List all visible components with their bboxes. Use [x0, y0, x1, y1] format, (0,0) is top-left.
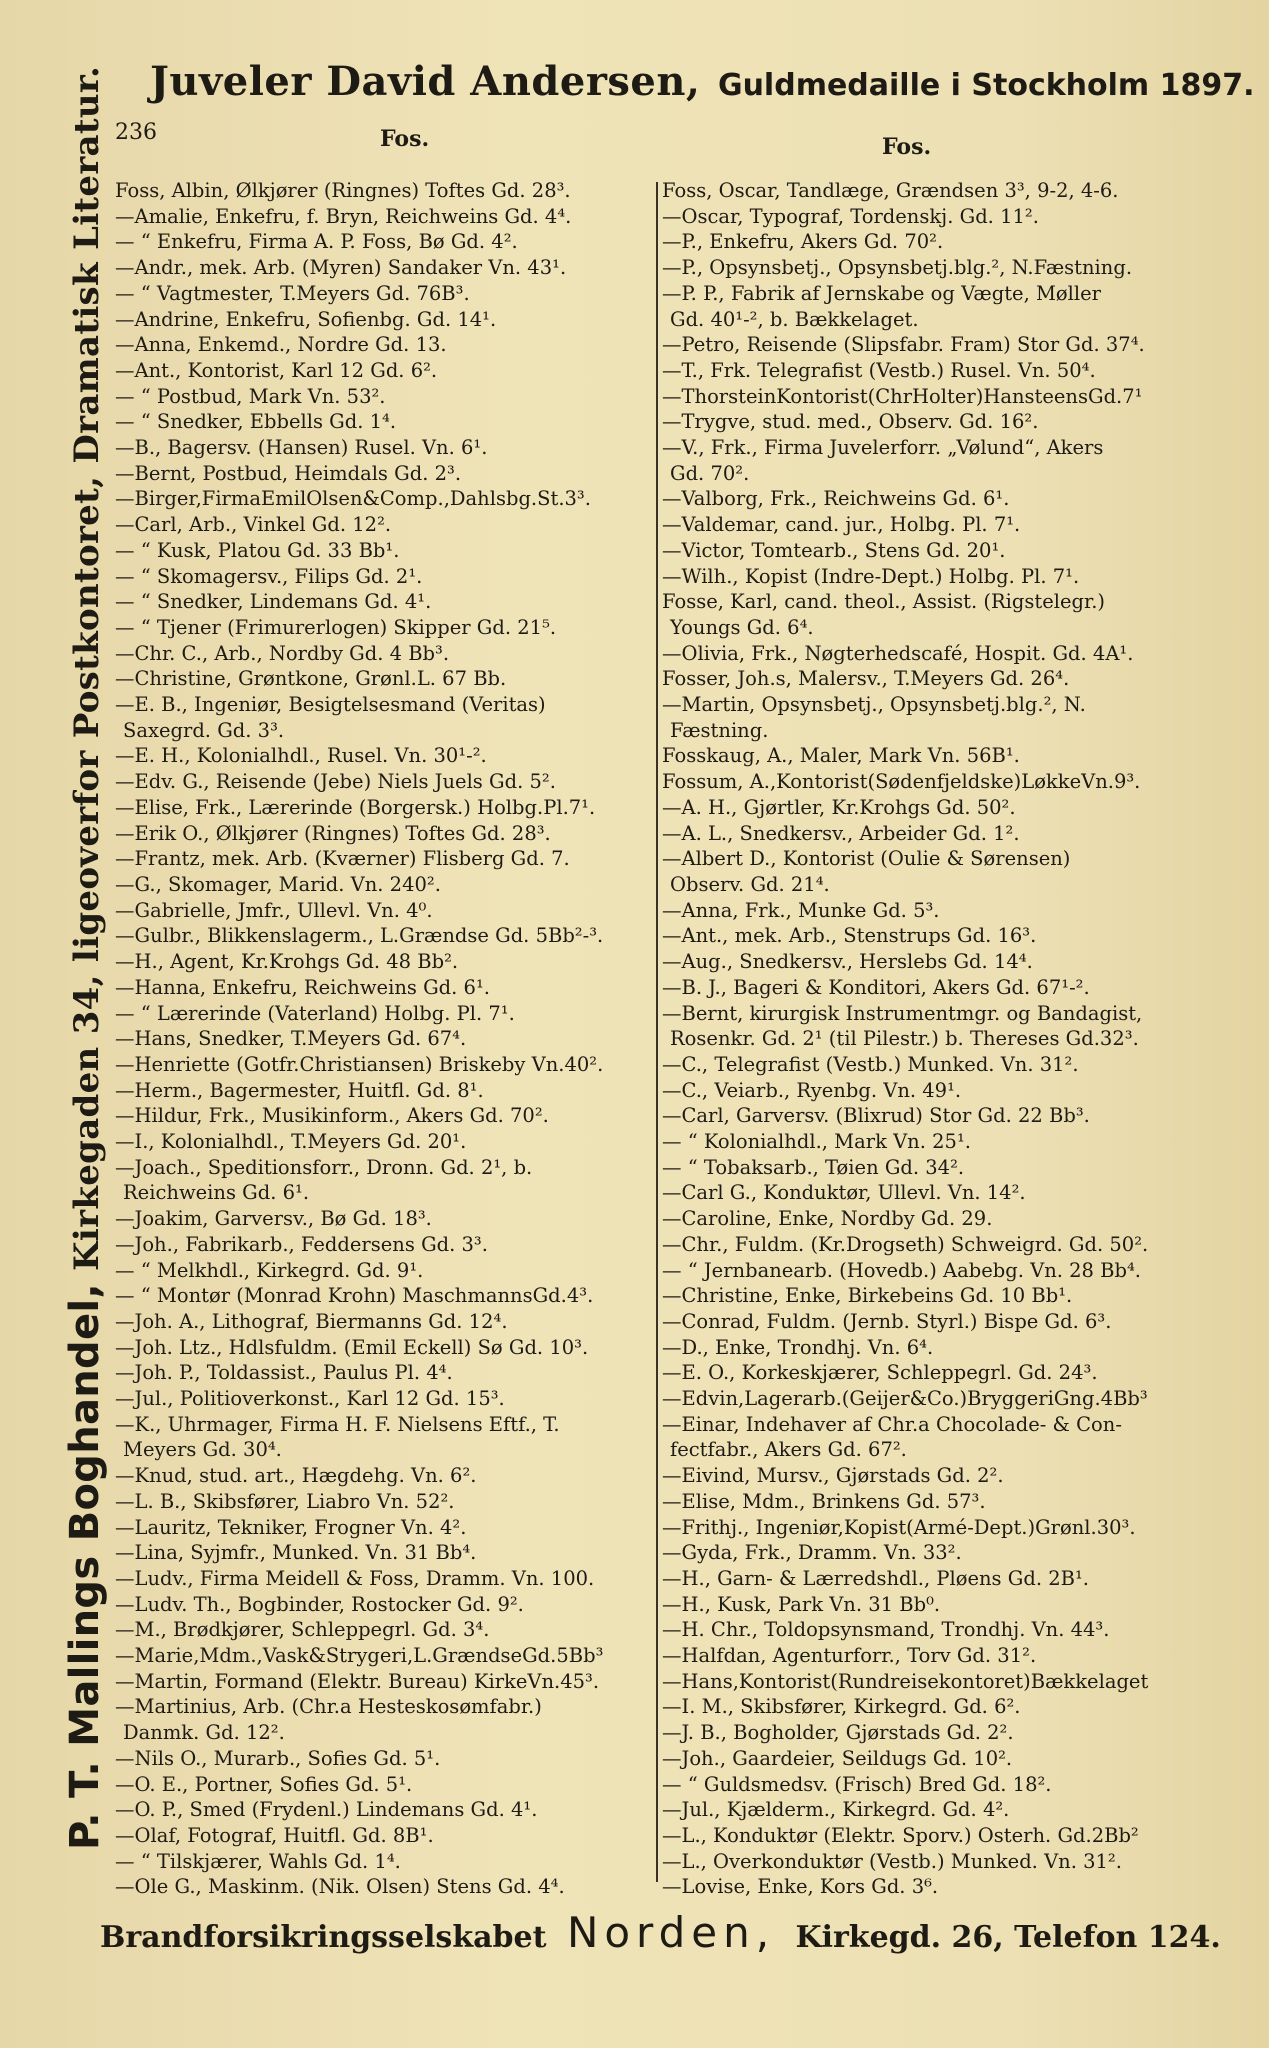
directory-entry: —M., Brødkjører, Schleppegrl. Gd. 3⁴.: [115, 1618, 490, 1642]
directory-entry: —B., Bagersv. (Hansen) Rusel. Vn. 6¹.: [115, 436, 488, 460]
directory-entry: —Erik O., Ølkjører (Ringnes) Toftes Gd. 28³.: [115, 821, 551, 845]
directory-entry: — “ Melkhdl., Kirkegrd. Gd. 9¹.: [115, 1258, 424, 1282]
directory-entry: —Valborg, Frk., Reichweins Gd. 6¹.: [662, 487, 1010, 511]
directory-entry: —Hans, Snedker, T.Meyers Gd. 67⁴.: [115, 1027, 467, 1051]
directory-entry: —Knud, stud. art., Hægdehg. Vn. 6².: [115, 1464, 477, 1488]
directory-entry: —H., Agent, Kr.Krohgs Gd. 48 Bb².: [115, 950, 459, 974]
directory-entry: —Hildur, Frk., Musikinform., Akers Gd. 70².: [115, 1104, 549, 1128]
directory-entry: — “ Snedker, Lindemans Gd. 4¹.: [115, 590, 432, 614]
directory-entry: —Petro, Reisende (Slipsfabr. Fram) Stor Gd. 37⁴.: [662, 333, 1145, 357]
directory-entry: fectfabr., Akers Gd. 67².: [670, 1438, 907, 1462]
directory-entry: —Ludv. Th., Bogbinder, Rostocker Gd. 9².: [115, 1592, 524, 1616]
footer-company-name: Norden,: [566, 1908, 776, 1957]
directory-entry: —O. E., Portner, Sofies Gd. 5¹.: [115, 1772, 413, 1796]
side-ad-address: Kirkegaden 34, ligeoverfor Postkontoret, Dramatisk Literatur.: [67, 65, 107, 1271]
directory-entry: Reichweins Gd. 6¹.: [123, 1181, 310, 1205]
directory-entry: —Nils O., Murarb., Sofies Gd. 5¹.: [115, 1746, 441, 1770]
directory-entry: Gd. 70².: [670, 461, 750, 485]
directory-entry: —Joach., Speditionsforr., Dronn. Gd. 2¹, b.: [115, 1155, 533, 1179]
directory-entry: —H. Chr., Toldopsynsmand, Trondhj. Vn. 44³.: [662, 1618, 1110, 1642]
directory-entry: Foss, Oscar, Tandlæge, Grændsen 3³, 9-2, 4-6.: [662, 179, 1119, 202]
directory-entry: —Gulbr., Blikkenslagerm., L.Grændse Gd. 5Bb²-³.: [115, 924, 604, 948]
directory-entry: — “ Kusk, Platou Gd. 33 Bb¹.: [115, 538, 400, 562]
directory-entry: —A. L., Snedkersv., Arbeider Gd. 1².: [662, 821, 1020, 845]
directory-entry: —Elise, Mdm., Brinkens Gd. 57³.: [662, 1489, 986, 1513]
directory-entry: — “ Montør (Monrad Krohn) MaschmannsGd.4³.: [115, 1284, 594, 1308]
directory-entry: —Christine, Enke, Birkebeins Gd. 10 Bb¹.: [662, 1284, 1073, 1308]
left-column-entries: [115, 178, 655, 1900]
directory-entry: —Carl, Arb., Vinkel Gd. 12².: [115, 513, 392, 537]
directory-entry: —Ant., Kontorist, Karl 12 Gd. 6².: [115, 358, 438, 382]
directory-entry: —P. P., Fabrik af Jernskabe og Vægte, Møller: [662, 281, 1102, 305]
directory-entry: —Aug., Snedkersv., Herslebs Gd. 14⁴.: [662, 950, 1033, 974]
directory-entry: Fosskaug, A., Maler, Mark Vn. 56B¹.: [662, 744, 1020, 768]
directory-entry: —Joh. P., Toldassist., Paulus Pl. 4⁴.: [115, 1361, 453, 1385]
directory-entry: —E. O., Korkeskjærer, Schleppegrl. Gd. 24³.: [662, 1361, 1098, 1385]
directory-entry: —A. H., Gjørtler, Kr.Krohgs Gd. 50².: [662, 795, 1016, 819]
directory-entry: —Frithj., Ingeniør,Kopist(Armé-Dept.)Grønl.30³.: [662, 1515, 1136, 1539]
bottom-advertisement: [100, 1908, 1220, 1957]
directory-entry: —I., Kolonialhdl., T.Meyers Gd. 20¹.: [115, 1130, 467, 1154]
right-column-entries: [662, 178, 1187, 1900]
directory-entry: —E. H., Kolonialhdl., Rusel. Vn. 30¹-².: [115, 744, 487, 768]
directory-entry: — “ Jernbanearb. (Hovedb.) Aabebg. Vn. 28 Bb⁴.: [662, 1258, 1141, 1282]
directory-entry: —C., Veiarb., Ryenbg. Vn. 49¹.: [662, 1078, 962, 1102]
directory-entry: Fæstning.: [670, 718, 769, 742]
directory-entry: —Victor, Tomtearb., Stens Gd. 20¹.: [662, 538, 1006, 562]
directory-entry: —T., Frk. Telegrafist (Vestb.) Rusel. Vn. 50⁴.: [662, 358, 1096, 382]
directory-entry: —C., Telegrafist (Vestb.) Munked. Vn. 31².: [662, 1052, 1079, 1076]
page-number: 236: [115, 120, 157, 145]
directory-entry: —K., Uhrmager, Firma H. F. Nielsens Eftf., T.: [115, 1412, 560, 1436]
directory-entry: —H., Garn- & Lærredshdl., Pløens Gd. 2B¹.: [662, 1566, 1089, 1590]
directory-entry: —Andrine, Enkefru, Sofienbg. Gd. 14¹.: [115, 307, 497, 331]
directory-entry: —Joh. Ltz., Hdlsfuldm. (Emil Eckell) Sø Gd. 10³.: [115, 1335, 589, 1359]
directory-entry: —Birger,FirmaEmilOlsen&Comp.,Dahlsbg.St.3³.: [115, 487, 591, 511]
directory-entry: —Hans,Kontorist(Rundreisekontoret)Bækkelaget: [662, 1669, 1149, 1693]
directory-entry: —P., Opsynsbetj., Opsynsbetj.blg.², N.Fæstning.: [662, 256, 1133, 280]
directory-entry: —P., Enkefru, Akers Gd. 70².: [662, 230, 944, 254]
directory-entry: — “ Snedker, Ebbells Gd. 1⁴.: [115, 410, 397, 434]
directory-entry: — “ Guldsmedsv. (Frisch) Bred Gd. 18².: [662, 1772, 1052, 1796]
directory-entry: —G., Skomager, Marid. Vn. 240².: [115, 872, 441, 896]
top-advertisement: [150, 58, 1255, 105]
directory-entry: —Wilh., Kopist (Indre-Dept.) Holbg. Pl. 7¹.: [662, 564, 1080, 588]
directory-entry: —Olaf, Fotograf, Huitfl. Gd. 8B¹.: [115, 1824, 434, 1847]
directory-entry: — “ Tilskjærer, Wahls Gd. 1⁴.: [115, 1849, 401, 1873]
directory-entry: —Conrad, Fuldm. (Jernb. Styrl.) Bispe Gd. 6³.: [662, 1309, 1112, 1333]
directory-entry: —Bernt, kirurgisk Instrumentmgr. og Bandagist,: [662, 1001, 1143, 1025]
running-head-right: Fos.: [882, 134, 932, 160]
directory-entry: —Lauritz, Tekniker, Frogner Vn. 4².: [115, 1515, 467, 1539]
directory-entry: —Lina, Syjmfr., Munked. Vn. 31 Bb⁴.: [115, 1541, 477, 1565]
directory-entry: —Einar, Indehaver af Chr.a Chocolade- & Con-: [662, 1412, 1122, 1436]
directory-entry: —Henriette (Gotfr.Christiansen) Briskeby Vn.40².: [115, 1052, 604, 1076]
directory-entry: —L. B., Skibsfører, Liabro Vn. 52².: [115, 1489, 455, 1513]
directory-entry: —Martin, Formand (Elektr. Bureau) KirkeVn.45³.: [115, 1669, 600, 1693]
directory-entry: —Amalie, Enkefru, f. Bryn, Reichweins Gd. 4⁴.: [115, 204, 572, 228]
directory-entry: —Christine, Grøntkone, Grønl.L. 67 Bb.: [115, 667, 507, 691]
directory-entry: —Martinius, Arb. (Chr.a Hesteskosømfabr.): [115, 1695, 542, 1719]
directory-entry: —Oscar, Typograf, Tordenskj. Gd. 11².: [662, 204, 1039, 228]
directory-entry: — “ Postbud, Mark Vn. 53².: [115, 384, 386, 408]
directory-entry: —Herm., Bagermester, Huitfl. Gd. 8¹.: [115, 1078, 484, 1102]
directory-entry: Saxegrd. Gd. 3³.: [123, 718, 285, 742]
directory-entry: Gd. 40¹-², b. Bækkelaget.: [670, 307, 919, 331]
directory-entry: —Olivia, Frk., Nøgterhedscafé, Hospit. Gd. 4A¹.: [662, 641, 1134, 665]
footer-address: Kirkegd. 26, Telefon 124.: [795, 1920, 1221, 1955]
directory-entry: Rosenkr. Gd. 2¹ (til Pilestr.) b. Thereses Gd.32³.: [670, 1027, 1139, 1051]
directory-entry: Observ. Gd. 21⁴.: [670, 872, 830, 896]
directory-entry: —Bernt, Postbud, Heimdals Gd. 2³.: [115, 461, 462, 485]
running-head-left: Fos.: [380, 126, 430, 152]
directory-entry: —Frantz, mek. Arb. (Kværner) Flisberg Gd. 7.: [115, 847, 570, 871]
directory-entry: —L., Konduktør (Elektr. Sporv.) Osterh. Gd.2Bb²: [662, 1824, 1139, 1847]
directory-entry: —Albert D., Kontorist (Oulie & Sørensen): [662, 847, 1071, 871]
directory-entry: —Marie,Mdm.,Vask&Strygeri,L.GrændseGd.5Bb³: [115, 1644, 604, 1668]
directory-entry: —Ant., mek. Arb., Stenstrups Gd. 16³.: [662, 924, 1037, 948]
directory-entry: —Joakim, Garversv., Bø Gd. 18³.: [115, 1207, 432, 1231]
directory-entry: — “ Kolonialhdl., Mark Vn. 25¹.: [662, 1130, 971, 1154]
directory-entry: — “ Tobaksarb., Tøien Gd. 34².: [662, 1155, 965, 1179]
directory-entry: Meyers Gd. 30⁴.: [123, 1438, 282, 1462]
directory-entry: Fosser, Joh.s, Malersv., T.Meyers Gd. 26⁴.: [662, 667, 1070, 691]
banner-jeweler-name: Juveler David Andersen,: [150, 58, 701, 105]
directory-entry: —Jul., Politioverkonst., Karl 12 Gd. 15³.: [115, 1387, 505, 1411]
directory-entry: —Anna, Enkemd., Nordre Gd. 13.: [115, 333, 447, 357]
directory-entry: — “ Enkefru, Firma A. P. Foss, Bø Gd. 4².: [115, 230, 518, 254]
directory-entry: —Edvin,Lagerarb.(Geijer&Co.)BryggeriGng.4Bb³: [662, 1387, 1148, 1411]
directory-entry: Youngs Gd. 6⁴.: [670, 615, 814, 639]
directory-entry: —Eivind, Mursv., Gjørstads Gd. 2².: [662, 1464, 1004, 1488]
directory-entry: —Halfdan, Agenturforr., Torv Gd. 31².: [662, 1644, 1037, 1668]
directory-entry: —Hanna, Enkefru, Reichweins Gd. 6¹.: [115, 975, 490, 999]
directory-entry: —E. B., Ingeniør, Besigtelsesmand (Veritas): [115, 693, 546, 717]
directory-entry: —Elise, Frk., Lærerinde (Borgersk.) Holbg.Pl.7¹.: [115, 795, 596, 819]
directory-entry: Fosse, Karl, cand. theol., Assist. (Rigstelegr.): [662, 590, 1106, 614]
directory-entry: —J. B., Bogholder, Gjørstads Gd. 2².: [662, 1721, 1014, 1745]
directory-entry: —Ludv., Firma Meidell & Foss, Dramm. Vn. 100.: [115, 1566, 595, 1590]
directory-entry: Danmk. Gd. 12².: [123, 1721, 285, 1745]
directory-entry: —Anna, Frk., Munke Gd. 5³.: [662, 898, 940, 922]
directory-entry: —Edv. G., Reisende (Jebe) Niels Juels Gd. 5².: [115, 770, 556, 794]
directory-entry: —H., Kusk, Park Vn. 31 Bb⁰.: [662, 1592, 941, 1616]
directory-entry: —Gyda, Frk., Dramm. Vn. 33².: [662, 1541, 962, 1565]
directory-entry: — “ Skomagersv., Filips Gd. 2¹.: [115, 564, 423, 588]
directory-entry: —Joh., Gaardeier, Seildugs Gd. 10².: [662, 1746, 1013, 1770]
directory-entry: —O. P., Smed (Frydenl.) Lindemans Gd. 4¹.: [115, 1798, 538, 1822]
directory-entry: —Caroline, Enke, Nordby Gd. 29.: [662, 1207, 993, 1231]
directory-entry: —ThorsteinKontorist(ChrHolter)HansteensGd.7¹: [662, 384, 1143, 408]
directory-entry: —D., Enke, Trondhj. Vn. 6⁴.: [662, 1335, 934, 1359]
directory-entry: —V., Frk., Firma Juvelerforr. „Vølund“, Akers: [662, 436, 1104, 460]
directory-entry: —Ole G., Maskinm. (Nik. Olsen) Stens Gd. 4⁴.: [115, 1875, 565, 1899]
directory-entry: —Valdemar, cand. jur., Holbg. Pl. 7¹.: [662, 513, 1021, 537]
directory-entry: —Carl, Garversv. (Blixrud) Stor Gd. 22 Bb³.: [662, 1104, 1090, 1128]
side-advertisement: [62, 65, 108, 1850]
directory-entry: —Trygve, stud. med., Observ. Gd. 16².: [662, 410, 1039, 434]
banner-medal-text: Guldmedaille i Stockholm 1897.: [717, 68, 1255, 103]
directory-entry: Foss, Albin, Ølkjører (Ringnes) Toftes Gd. 28³.: [115, 179, 571, 202]
directory-entry: —Chr. C., Arb., Nordby Gd. 4 Bb³.: [115, 641, 450, 665]
directory-entry: — “ Vagtmester, T.Meyers Gd. 76B³.: [115, 281, 470, 305]
column-divider: [656, 182, 658, 1882]
directory-entry: Fossum, A.,Kontorist(Sødenfjeldske)LøkkeVn.9³.: [662, 770, 1141, 794]
directory-entry: —Jul., Kjælderm., Kirkegrd. Gd. 4².: [662, 1798, 1010, 1822]
directory-entry: — “ Tjener (Frimurerlogen) Skipper Gd. 21⁵.: [115, 615, 557, 639]
directory-entry: —Joh., Fabrikarb., Feddersens Gd. 3³.: [115, 1232, 488, 1256]
directory-entry: —Andr., mek. Arb. (Myren) Sandaker Vn. 43¹.: [115, 256, 567, 280]
directory-entry: —B. J., Bageri & Konditori, Akers Gd. 67¹-².: [662, 975, 1090, 999]
directory-entry: —L., Overkonduktør (Vestb.) Munked. Vn. 31².: [662, 1849, 1122, 1873]
side-ad-bookshop: P. T. Mallings Boghandel,: [62, 1283, 108, 1850]
directory-entry: —Carl G., Konduktør, Ullevl. Vn. 14².: [662, 1181, 1026, 1205]
footer-company-prefix: Brandforsikringsselskabet: [100, 1920, 547, 1955]
directory-entry: —Lovise, Enke, Kors Gd. 3⁶.: [662, 1875, 939, 1899]
directory-entry: — “ Lærerinde (Vaterland) Holbg. Pl. 7¹.: [115, 1001, 515, 1025]
directory-entry: —I. M., Skibsfører, Kirkegrd. Gd. 6².: [662, 1695, 1021, 1719]
directory-entry: —Chr., Fuldm. (Kr.Drogseth) Schweigrd. Gd. 50².: [662, 1232, 1149, 1256]
directory-entry: —Gabrielle, Jmfr., Ullevl. Vn. 4⁰.: [115, 898, 433, 922]
directory-entry: —Joh. A., Lithograf, Biermanns Gd. 12⁴.: [115, 1309, 508, 1333]
directory-entry: —Martin, Opsynsbetj., Opsynsbetj.blg.², N.: [662, 693, 1086, 717]
